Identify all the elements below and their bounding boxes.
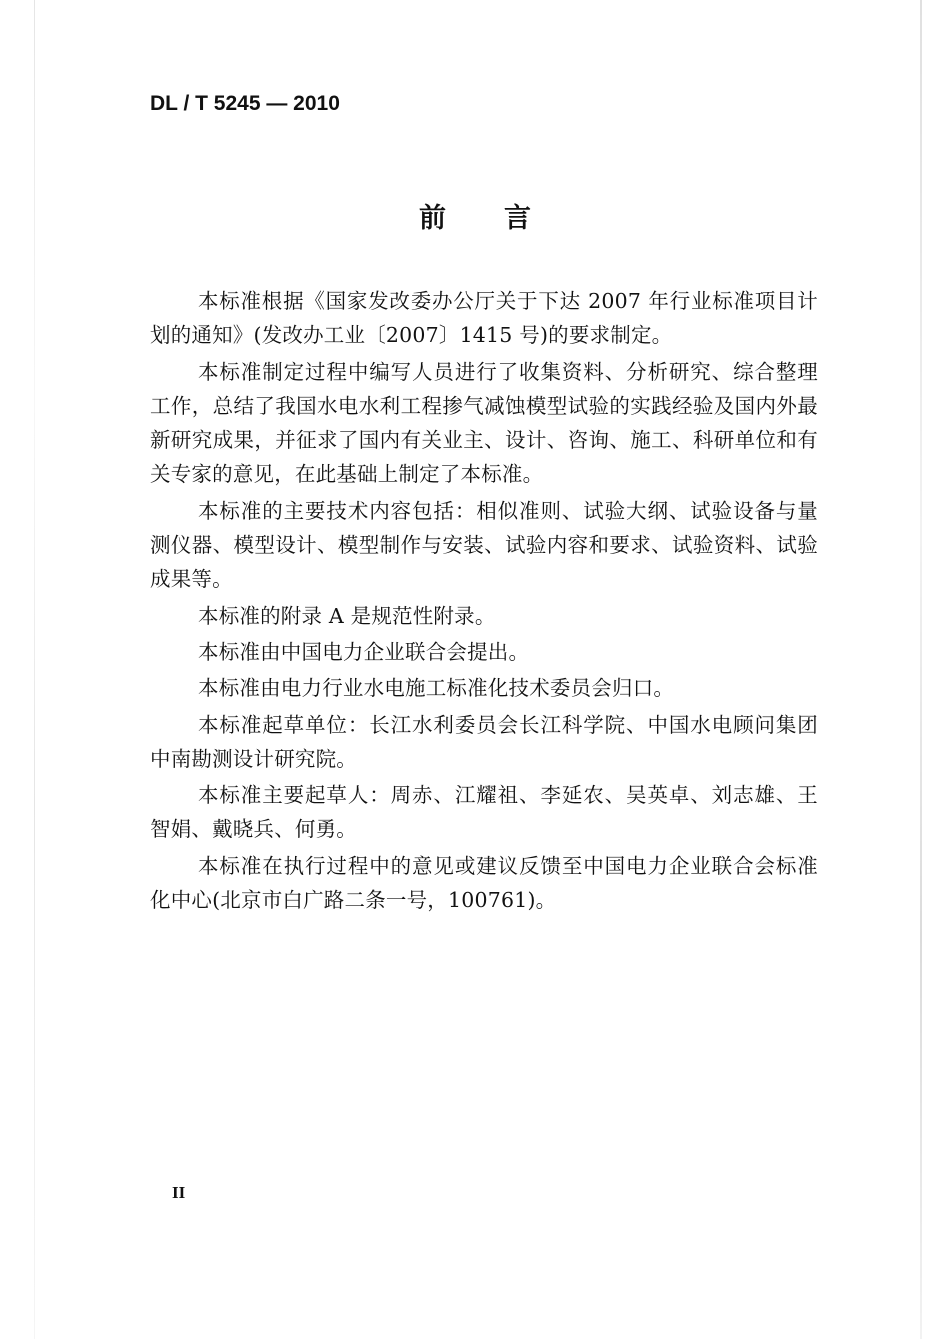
paragraph: 本标准在执行过程中的意见或建议反馈至中国电力企业联合会标准化中心(北京市白广路二条一号，100761)。 xyxy=(150,853,818,913)
paragraph: 本标准根据《国家发改委办公厅关于下达 2007 年行业标准项目计划的通知》(发改办工业〔2007〕1415 号)的要求制定。 xyxy=(150,289,818,348)
paragraph: 本标准起草单位：长江水利委员会长江科学院、中国水电顾问集团中南勘测设计研究院。 xyxy=(150,712,818,771)
title-char-1: 前 xyxy=(419,203,446,234)
foreword-body xyxy=(150,284,818,919)
section-title xyxy=(0,196,950,235)
paragraph: 本标准主要起草人：周赤、江耀祖、李延农、吴英卓、刘志雄、王智娟、戴晓兵、何勇。 xyxy=(150,783,818,842)
paragraph: 本标准的附录 A 是规范性附录。 xyxy=(198,603,496,628)
paragraph: 本标准制定过程中编写人员进行了收集资料、分析研究、综合整理工作，总结了我国水电水利工程掺气减蚀模型试验的实践经验及国内外最新研究成果，并征求了国内有关业主、设计、咨询、施工、科研单位和有关专家的意见，在此基础上制定了本标准。 xyxy=(150,359,818,487)
title-char-2: 言 xyxy=(504,203,531,234)
page-number: II xyxy=(172,1183,186,1202)
paragraph: 本标准的主要技术内容包括：相似准则、试验大纲、试验设备与量测仪器、模型设计、模型制作与安装、试验内容和要求、试验资料、试验成果等。 xyxy=(150,498,818,592)
standard-code: DL / T 5245 — 2010 xyxy=(150,92,340,115)
paragraph: 本标准由中国电力企业联合会提出。 xyxy=(198,639,530,664)
paragraph: 本标准由电力行业水电施工标准化技术委员会归口。 xyxy=(198,676,675,701)
